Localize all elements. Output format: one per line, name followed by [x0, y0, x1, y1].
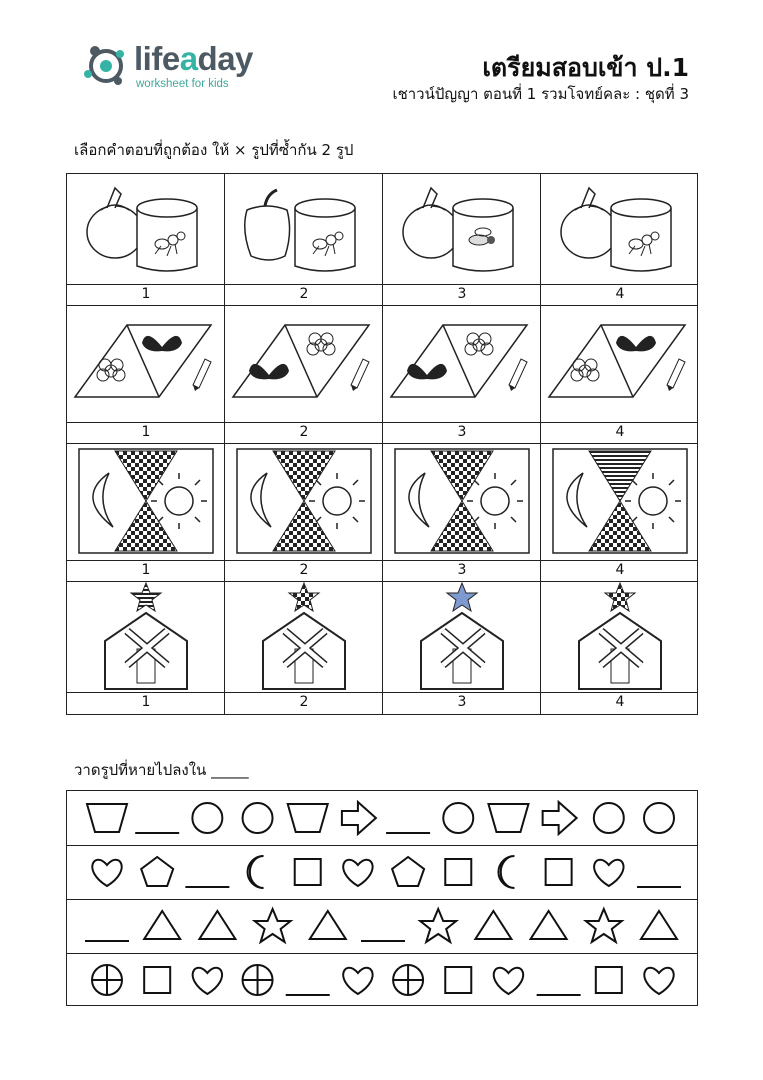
- option-number[interactable]: 4: [615, 424, 625, 440]
- heart-icon: [92, 860, 121, 886]
- option-number[interactable]: 1: [141, 694, 151, 710]
- row1-option3-picture[interactable]: [383, 174, 541, 284]
- heart-icon: [343, 968, 372, 994]
- option-number[interactable]: 1: [141, 424, 151, 440]
- grid-divider: [67, 692, 697, 693]
- grid-divider: [67, 560, 697, 561]
- square-icon: [445, 967, 471, 993]
- row1-option4-picture[interactable]: [541, 174, 699, 284]
- page-subtitle: เชาวน์ปัญญา ตอนที่ 1 รวมโจทย์คละ : ชุดที่ 3: [392, 85, 689, 103]
- option-number[interactable]: 3: [457, 424, 467, 440]
- arrow-icon: [342, 802, 376, 834]
- circle-icon: [594, 803, 624, 833]
- section1-instruction: เลือกคำตอบที่ถูกต้อง ให้ × รูปที่ซ้ำกัน 2 รูป: [74, 141, 354, 159]
- option-number[interactable]: 3: [457, 286, 467, 302]
- square-icon: [546, 859, 572, 885]
- circle-icon: [243, 803, 273, 833]
- star-icon: [255, 909, 291, 942]
- pencil-icon: [193, 359, 211, 391]
- row2-option2-picture[interactable]: [225, 305, 383, 422]
- triangle-icon: [310, 911, 346, 939]
- row2-option3-picture[interactable]: [383, 305, 541, 422]
- star-icon: [605, 583, 635, 611]
- row1-option2-picture[interactable]: [225, 174, 383, 284]
- option-number[interactable]: 2: [299, 694, 309, 710]
- row3-option3-picture[interactable]: [383, 443, 541, 560]
- star-icon: [131, 583, 161, 611]
- row2-option1-picture[interactable]: [67, 305, 225, 422]
- row3-option4-picture[interactable]: [541, 443, 699, 560]
- option-number[interactable]: 1: [141, 562, 151, 578]
- triangle-icon: [475, 911, 511, 939]
- pattern-rows: [67, 791, 699, 1007]
- choice-grid: [66, 173, 698, 715]
- crescent-icon: [248, 856, 264, 888]
- pentagon-icon: [141, 857, 173, 886]
- circle-icon: [192, 803, 222, 833]
- circle-icon: [644, 803, 674, 833]
- heart-icon: [594, 860, 623, 886]
- pentagon-icon: [392, 857, 424, 886]
- trapezoid-icon: [87, 804, 127, 832]
- star-icon: [586, 909, 622, 942]
- option-number[interactable]: 1: [141, 286, 151, 302]
- square-icon: [295, 859, 321, 885]
- row4-option2-picture[interactable]: [225, 581, 383, 692]
- square-icon: [144, 967, 170, 993]
- row1-option1-picture[interactable]: [67, 174, 225, 284]
- triangle-icon: [144, 911, 180, 939]
- triangle-icon: [641, 911, 677, 939]
- pencil-icon: [509, 359, 527, 391]
- option-number[interactable]: 2: [299, 424, 309, 440]
- pattern-box: [66, 790, 698, 1006]
- option-number[interactable]: 4: [615, 286, 625, 302]
- option-number[interactable]: 4: [615, 694, 625, 710]
- circle-cross-icon: [92, 965, 122, 995]
- star-icon: [289, 583, 319, 611]
- triangle-icon: [531, 911, 567, 939]
- row4-option4-picture[interactable]: [541, 581, 699, 692]
- triangle-icon: [199, 911, 235, 939]
- option-number[interactable]: 4: [615, 562, 625, 578]
- option-number[interactable]: 3: [457, 694, 467, 710]
- circle-cross-icon: [243, 965, 273, 995]
- heart-icon: [343, 860, 372, 886]
- heart-icon: [644, 968, 673, 994]
- option-number[interactable]: 2: [299, 562, 309, 578]
- square-icon: [445, 859, 471, 885]
- row3-option2-picture[interactable]: [225, 443, 383, 560]
- option-number[interactable]: 2: [299, 286, 309, 302]
- row4-option3-picture[interactable]: [383, 581, 541, 692]
- circle-icon: [443, 803, 473, 833]
- logo-tagline: worksheet for kids: [136, 78, 229, 90]
- pencil-icon: [351, 359, 369, 391]
- heart-icon: [494, 968, 523, 994]
- row4-option1-picture[interactable]: [67, 581, 225, 692]
- section2-instruction: วาดรูปที่หายไปลงใน _____: [74, 761, 249, 779]
- row2-option4-picture[interactable]: [541, 305, 699, 422]
- arrow-icon: [543, 802, 577, 834]
- option-number[interactable]: 3: [457, 562, 467, 578]
- star-icon: [420, 909, 456, 942]
- heart-icon: [193, 968, 222, 994]
- logo-wordmark: lifeaday: [134, 40, 253, 77]
- trapezoid-icon: [288, 804, 328, 832]
- trapezoid-icon: [488, 804, 528, 832]
- grid-divider: [67, 422, 697, 423]
- star-icon: [447, 583, 477, 611]
- row3-option1-picture[interactable]: [67, 443, 225, 560]
- crescent-icon: [498, 856, 514, 888]
- grid-divider: [67, 284, 697, 285]
- page-title: เตรียมสอบเข้า ป.1: [482, 53, 689, 82]
- logo-icon: [82, 40, 132, 90]
- circle-cross-icon: [393, 965, 423, 995]
- pencil-icon: [667, 359, 685, 391]
- logo: [82, 38, 282, 98]
- square-icon: [596, 967, 622, 993]
